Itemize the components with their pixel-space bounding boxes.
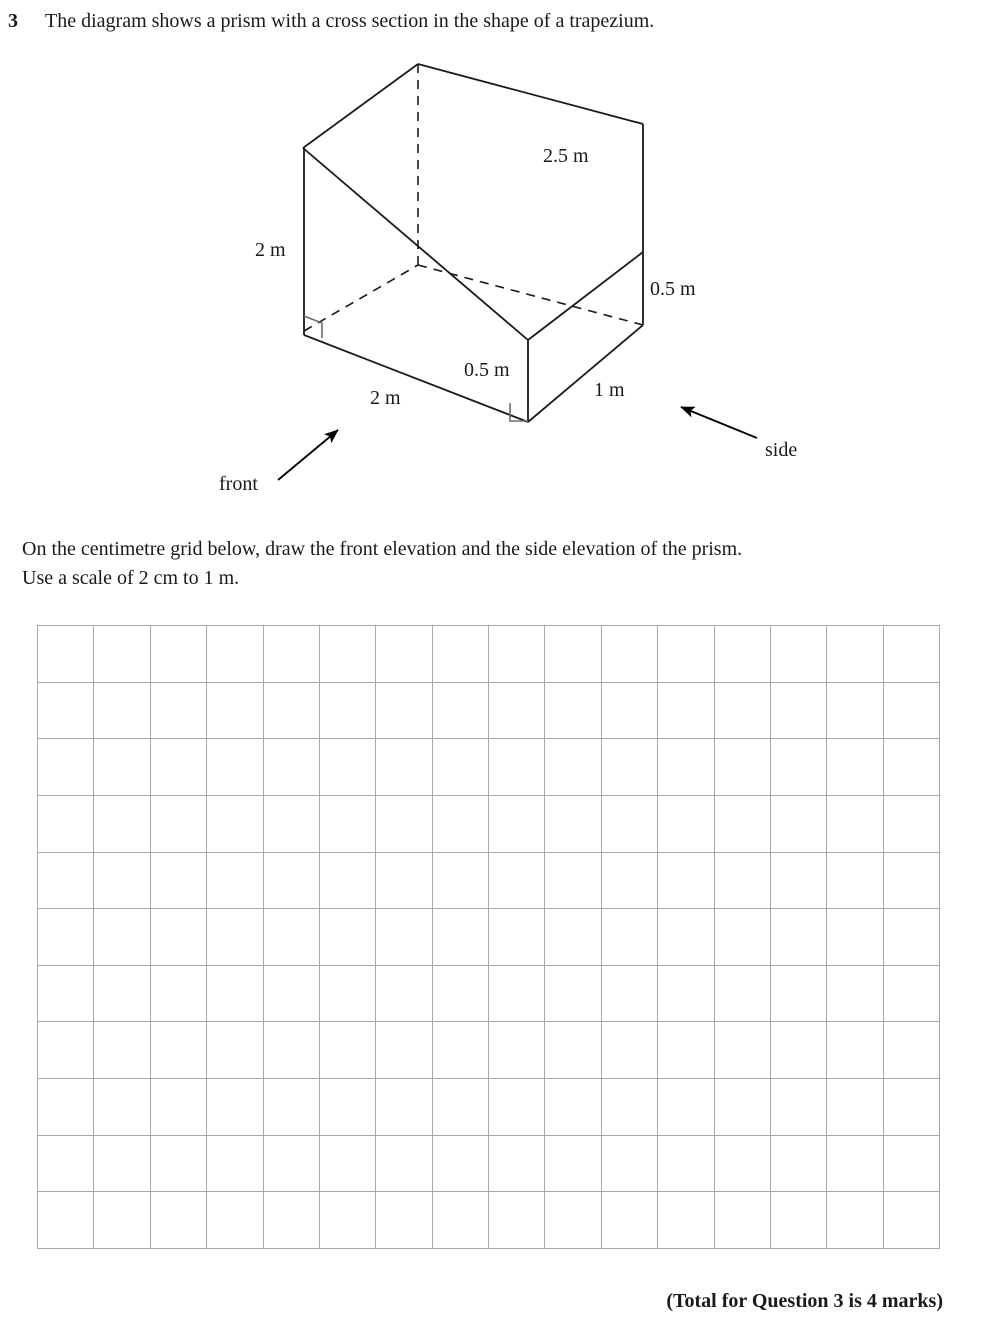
- grid-cell[interactable]: [770, 1079, 826, 1136]
- grid-cell[interactable]: [263, 1135, 319, 1192]
- grid-cell[interactable]: [38, 1135, 94, 1192]
- grid-cell[interactable]: [714, 1022, 770, 1079]
- grid-cell[interactable]: [38, 626, 94, 683]
- grid-cell[interactable]: [376, 1135, 432, 1192]
- grid-cell[interactable]: [376, 852, 432, 909]
- grid-cell[interactable]: [883, 1022, 939, 1079]
- grid-cell[interactable]: [432, 1192, 488, 1249]
- grid-cell[interactable]: [658, 909, 714, 966]
- grid-cell[interactable]: [883, 1079, 939, 1136]
- grid-cell[interactable]: [770, 1135, 826, 1192]
- grid-cell[interactable]: [714, 1135, 770, 1192]
- grid-cell[interactable]: [601, 1079, 657, 1136]
- grid-cell[interactable]: [827, 795, 883, 852]
- grid-cell[interactable]: [883, 909, 939, 966]
- grid-cell[interactable]: [714, 852, 770, 909]
- grid-cell[interactable]: [489, 682, 545, 739]
- grid-cell[interactable]: [827, 739, 883, 796]
- grid-cell[interactable]: [319, 739, 375, 796]
- grid-cell[interactable]: [770, 852, 826, 909]
- grid-cell[interactable]: [319, 795, 375, 852]
- grid-cell[interactable]: [601, 626, 657, 683]
- grid-cell[interactable]: [319, 1022, 375, 1079]
- grid-cell[interactable]: [376, 626, 432, 683]
- grid-cell[interactable]: [376, 909, 432, 966]
- grid-cell[interactable]: [319, 682, 375, 739]
- grid-cell[interactable]: [432, 739, 488, 796]
- grid-cell[interactable]: [545, 909, 601, 966]
- grid-cell[interactable]: [545, 795, 601, 852]
- question-header: [0, 8, 1001, 42]
- grid-cell[interactable]: [601, 739, 657, 796]
- grid-row[interactable]: [38, 1079, 940, 1136]
- grid-cell[interactable]: [150, 682, 206, 739]
- grid-cell[interactable]: [601, 795, 657, 852]
- grid-row[interactable]: [38, 1022, 940, 1079]
- prism-diagram: [0, 40, 1001, 530]
- grid-cell[interactable]: [601, 852, 657, 909]
- hidden-edge-back-left: [304, 265, 418, 331]
- grid-cell[interactable]: [658, 1022, 714, 1079]
- grid-cell[interactable]: [714, 965, 770, 1022]
- question-stem: The diagram shows a prism with a cross section in the shape of a trapezium.: [45, 10, 655, 32]
- grid-cell[interactable]: [658, 739, 714, 796]
- grid-cell[interactable]: [150, 739, 206, 796]
- dim-label-width-front: 2 m: [370, 387, 401, 409]
- grid-cell[interactable]: [714, 682, 770, 739]
- grid-cell[interactable]: [883, 965, 939, 1022]
- grid-cell[interactable]: [489, 1135, 545, 1192]
- grid-cell[interactable]: [207, 1192, 263, 1249]
- grid-cell[interactable]: [714, 739, 770, 796]
- grid-cell[interactable]: [489, 1192, 545, 1249]
- grid-row[interactable]: [38, 682, 940, 739]
- grid-cell[interactable]: [207, 1079, 263, 1136]
- grid-row[interactable]: [38, 852, 940, 909]
- grid-cell[interactable]: [545, 682, 601, 739]
- grid-cell[interactable]: [601, 909, 657, 966]
- grid-cell[interactable]: [827, 1192, 883, 1249]
- grid-cell[interactable]: [38, 1022, 94, 1079]
- grid-cell[interactable]: [432, 1135, 488, 1192]
- grid-cell[interactable]: [827, 626, 883, 683]
- grid-cell[interactable]: [489, 852, 545, 909]
- grid-cell[interactable]: [38, 1079, 94, 1136]
- grid-cell[interactable]: [263, 852, 319, 909]
- grid-cell[interactable]: [150, 909, 206, 966]
- grid-cell[interactable]: [770, 1192, 826, 1249]
- grid-cell[interactable]: [263, 739, 319, 796]
- dim-label-height-left: 2 m: [255, 239, 286, 261]
- grid-cell[interactable]: [545, 1135, 601, 1192]
- grid-cell[interactable]: [376, 1079, 432, 1136]
- grid-cell[interactable]: [714, 1192, 770, 1249]
- grid-cell[interactable]: [658, 795, 714, 852]
- grid-cell[interactable]: [207, 795, 263, 852]
- grid-cell[interactable]: [376, 795, 432, 852]
- grid-cell[interactable]: [150, 1135, 206, 1192]
- grid-cell[interactable]: [38, 795, 94, 852]
- grid-cell[interactable]: [770, 739, 826, 796]
- grid-cell[interactable]: [827, 965, 883, 1022]
- grid-cell[interactable]: [883, 739, 939, 796]
- grid-cell[interactable]: [432, 795, 488, 852]
- grid-cell[interactable]: [38, 682, 94, 739]
- grid-cell[interactable]: [376, 1192, 432, 1249]
- grid-cell[interactable]: [883, 852, 939, 909]
- grid-cell[interactable]: [545, 626, 601, 683]
- grid-cell[interactable]: [207, 682, 263, 739]
- grid-cell[interactable]: [207, 1022, 263, 1079]
- grid-cell[interactable]: [601, 682, 657, 739]
- grid-cell[interactable]: [207, 1135, 263, 1192]
- grid-cell[interactable]: [489, 739, 545, 796]
- grid-row[interactable]: [38, 965, 940, 1022]
- front-arrow: [278, 430, 338, 480]
- grid-cell[interactable]: [38, 852, 94, 909]
- grid-cell[interactable]: [714, 795, 770, 852]
- edge-slope-top-right-25m: [528, 252, 643, 340]
- grid-cell[interactable]: [94, 739, 150, 796]
- grid-cell[interactable]: [376, 682, 432, 739]
- grid-cell[interactable]: [770, 682, 826, 739]
- question-marks-footer: (Total for Question 3 is 4 marks): [666, 1290, 943, 1312]
- grid-row[interactable]: [38, 1135, 940, 1192]
- grid-cell[interactable]: [319, 1135, 375, 1192]
- grid-cell[interactable]: [94, 1192, 150, 1249]
- grid-cell[interactable]: [658, 1079, 714, 1136]
- grid-cell[interactable]: [207, 626, 263, 683]
- grid-cell[interactable]: [150, 795, 206, 852]
- grid-cell[interactable]: [319, 909, 375, 966]
- edge-apex-to-backright-top: [418, 64, 643, 124]
- grid-cell[interactable]: [545, 965, 601, 1022]
- grid-cell[interactable]: [150, 965, 206, 1022]
- grid-cell[interactable]: [319, 965, 375, 1022]
- grid-cell[interactable]: [263, 965, 319, 1022]
- grid-cell[interactable]: [883, 1135, 939, 1192]
- grid-cell[interactable]: [38, 965, 94, 1022]
- grid-cell[interactable]: [601, 1135, 657, 1192]
- grid-cell[interactable]: [94, 1022, 150, 1079]
- grid-cell[interactable]: [601, 1192, 657, 1249]
- grid-cell[interactable]: [545, 852, 601, 909]
- grid-cell[interactable]: [489, 909, 545, 966]
- grid-cell[interactable]: [376, 965, 432, 1022]
- grid-cell[interactable]: [770, 1022, 826, 1079]
- grid-row[interactable]: [38, 739, 940, 796]
- grid-cell[interactable]: [263, 909, 319, 966]
- grid-cell[interactable]: [150, 1079, 206, 1136]
- grid-cell[interactable]: [432, 626, 488, 683]
- grid-cell[interactable]: [658, 852, 714, 909]
- grid-cell[interactable]: [263, 795, 319, 852]
- prism-illustration: [0, 40, 1001, 530]
- dim-label-height-front: 0.5 m: [464, 359, 510, 381]
- grid-cell[interactable]: [658, 1135, 714, 1192]
- grid-cell[interactable]: [489, 1022, 545, 1079]
- grid-cell[interactable]: [770, 909, 826, 966]
- grid-cell[interactable]: [94, 795, 150, 852]
- grid-cell[interactable]: [94, 909, 150, 966]
- grid-cell[interactable]: [263, 1022, 319, 1079]
- grid-cell[interactable]: [658, 626, 714, 683]
- grid-cell[interactable]: [150, 852, 206, 909]
- grid-cell[interactable]: [376, 739, 432, 796]
- grid-cell[interactable]: [489, 626, 545, 683]
- grid-cell[interactable]: [827, 852, 883, 909]
- grid-cell[interactable]: [827, 682, 883, 739]
- grid-cell[interactable]: [658, 1192, 714, 1249]
- view-label-side: side: [765, 439, 798, 461]
- grid-cell[interactable]: [432, 682, 488, 739]
- grid-cell[interactable]: [658, 682, 714, 739]
- grid-cell[interactable]: [827, 1135, 883, 1192]
- grid-cell[interactable]: [545, 739, 601, 796]
- instructions-block: [22, 535, 962, 593]
- grid-cell[interactable]: [432, 1079, 488, 1136]
- grid-cell[interactable]: [770, 965, 826, 1022]
- grid-cell[interactable]: [432, 1022, 488, 1079]
- grid-cell[interactable]: [319, 1192, 375, 1249]
- grid-cell[interactable]: [601, 965, 657, 1022]
- grid-cell[interactable]: [432, 852, 488, 909]
- grid-cell[interactable]: [94, 1079, 150, 1136]
- grid-cell[interactable]: [319, 626, 375, 683]
- grid-cell[interactable]: [38, 739, 94, 796]
- grid-row[interactable]: [38, 909, 940, 966]
- centimetre-grid[interactable]: [37, 625, 940, 1249]
- grid-cell[interactable]: [489, 795, 545, 852]
- grid-cell[interactable]: [883, 682, 939, 739]
- grid-cell[interactable]: [545, 1079, 601, 1136]
- grid-cell[interactable]: [94, 965, 150, 1022]
- grid-cell[interactable]: [770, 795, 826, 852]
- side-arrow: [681, 407, 757, 438]
- dim-label-height-right: 0.5 m: [650, 278, 696, 300]
- grid-cell[interactable]: [489, 965, 545, 1022]
- grid-cell[interactable]: [150, 626, 206, 683]
- grid-cell[interactable]: [545, 1022, 601, 1079]
- grid-cell[interactable]: [207, 852, 263, 909]
- grid-cell[interactable]: [714, 1079, 770, 1136]
- instruction-line-2: Use a scale of 2 cm to 1 m.: [22, 567, 240, 589]
- grid-cell[interactable]: [601, 1022, 657, 1079]
- grid-cell[interactable]: [714, 626, 770, 683]
- grid-cell[interactable]: [207, 965, 263, 1022]
- grid-cell[interactable]: [319, 852, 375, 909]
- grid-cell[interactable]: [94, 626, 150, 683]
- grid-cell[interactable]: [883, 626, 939, 683]
- grid-cell[interactable]: [150, 1192, 206, 1249]
- edge-topleft-to-apex: [303, 64, 418, 148]
- grid-cell[interactable]: [150, 1022, 206, 1079]
- grid-cell[interactable]: [94, 682, 150, 739]
- grid-cell[interactable]: [883, 795, 939, 852]
- dim-label-depth-right: 1 m: [594, 379, 625, 401]
- grid-cell[interactable]: [263, 626, 319, 683]
- grid-cell[interactable]: [207, 739, 263, 796]
- grid-cell[interactable]: [714, 909, 770, 966]
- grid-cell[interactable]: [38, 1192, 94, 1249]
- grid-cell[interactable]: [319, 1079, 375, 1136]
- grid-cell[interactable]: [770, 626, 826, 683]
- grid-cell[interactable]: [827, 909, 883, 966]
- grid-row[interactable]: [38, 1192, 940, 1249]
- grid-cell[interactable]: [658, 965, 714, 1022]
- grid-cell[interactable]: [263, 682, 319, 739]
- grid-cell[interactable]: [827, 1079, 883, 1136]
- grid-cell[interactable]: [432, 965, 488, 1022]
- grid-cell[interactable]: [94, 852, 150, 909]
- grid-cell[interactable]: [827, 1022, 883, 1079]
- grid-table[interactable]: [37, 625, 940, 1249]
- grid-cell[interactable]: [94, 1135, 150, 1192]
- grid-body[interactable]: [38, 626, 940, 1249]
- grid-cell[interactable]: [38, 909, 94, 966]
- grid-row[interactable]: [38, 626, 940, 683]
- grid-row[interactable]: [38, 795, 940, 852]
- instruction-line-1: On the centimetre grid below, draw the front elevation and the side elevation of the prism.: [22, 538, 743, 560]
- grid-cell[interactable]: [489, 1079, 545, 1136]
- grid-cell[interactable]: [432, 909, 488, 966]
- grid-cell[interactable]: [883, 1192, 939, 1249]
- grid-cell[interactable]: [263, 1079, 319, 1136]
- grid-cell[interactable]: [263, 1192, 319, 1249]
- view-label-front: front: [219, 473, 258, 495]
- grid-cell[interactable]: [376, 1022, 432, 1079]
- grid-cell[interactable]: [207, 909, 263, 966]
- right-angle-marker-left: [304, 316, 322, 338]
- edge-bottom-right-1m: [528, 325, 643, 422]
- dim-label-slope-top: 2.5 m: [543, 145, 589, 167]
- question-number: 3: [8, 10, 18, 32]
- grid-cell[interactable]: [545, 1192, 601, 1249]
